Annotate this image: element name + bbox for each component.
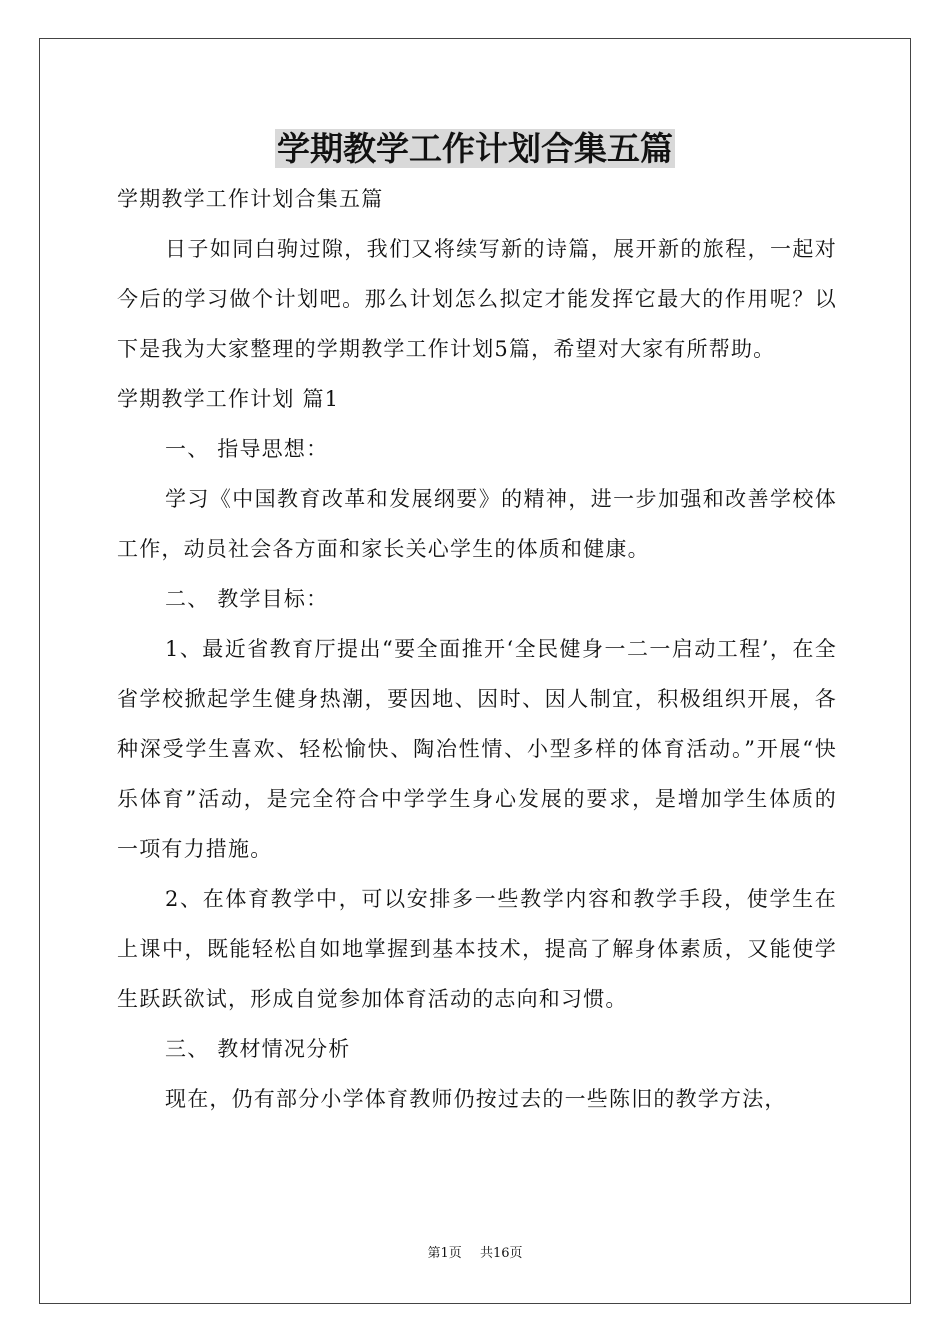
page-footer <box>0 1245 950 1263</box>
document-subtitle: 学期教学工作计划合集五篇 <box>117 187 384 211</box>
paragraph-textbook-analysis: 现在，仍有部分小学体育教师仍按过去的一些陈旧的教学方法， <box>165 1087 787 1111</box>
page-number: 第1页 <box>427 1246 462 1261</box>
heading-teaching-goals: 二、 教学目标： <box>165 587 329 611</box>
paragraph-guiding-ideology: 学习《中国教育改革和发展纲要》的精神，进一步加强和改善学校体工作，动员社会各方面和家长关心学生的体质和健康。 <box>117 487 837 561</box>
section-heading-part1: 学期教学工作计划 篇1 <box>117 387 340 411</box>
paragraph-goal-2: 2、在体育教学中，可以安排多一些教学内容和教学手段，使学生在上课中，既能轻松自如地掌握到基本技术，提高了解身体素质，又能使学生跃跃欲试，形成自觉参加体育活动的志向和习惯。 <box>117 887 837 1011</box>
intro-paragraph: 日子如同白驹过隙，我们又将续写新的诗篇，展开新的旅程，一起对今后的学习做个计划吧。那么计划怎么拟定才能发挥它最大的作用呢？以下是我为大家整理的学期教学工作计划5篇，希望对大家有所帮助。 <box>117 237 837 361</box>
document-title-text: 学期教学工作计划合集五篇 <box>277 129 673 168</box>
paragraph-goal-1: 1、最近省教育厅提出“要全面推开‘全民健身一二一启动工程’，在全省学校掀起学生健身热潮，要因地、因时、因人制宜，积极组织开展，各种深受学生喜欢、轻松愉快、陶冶性情、小型多样的体育活动。”开展“快乐体育”活动，是完全符合中学学生身心发展的要求，是增加学生体质的一项有力措施。 <box>117 637 837 861</box>
total-pages: 共16页 <box>479 1246 523 1261</box>
heading-guiding-ideology: 一、 指导思想： <box>165 437 329 461</box>
heading-textbook-analysis: 三、 教材情况分析 <box>165 1037 351 1061</box>
document-title <box>0 127 950 171</box>
document-body <box>117 174 837 1124</box>
